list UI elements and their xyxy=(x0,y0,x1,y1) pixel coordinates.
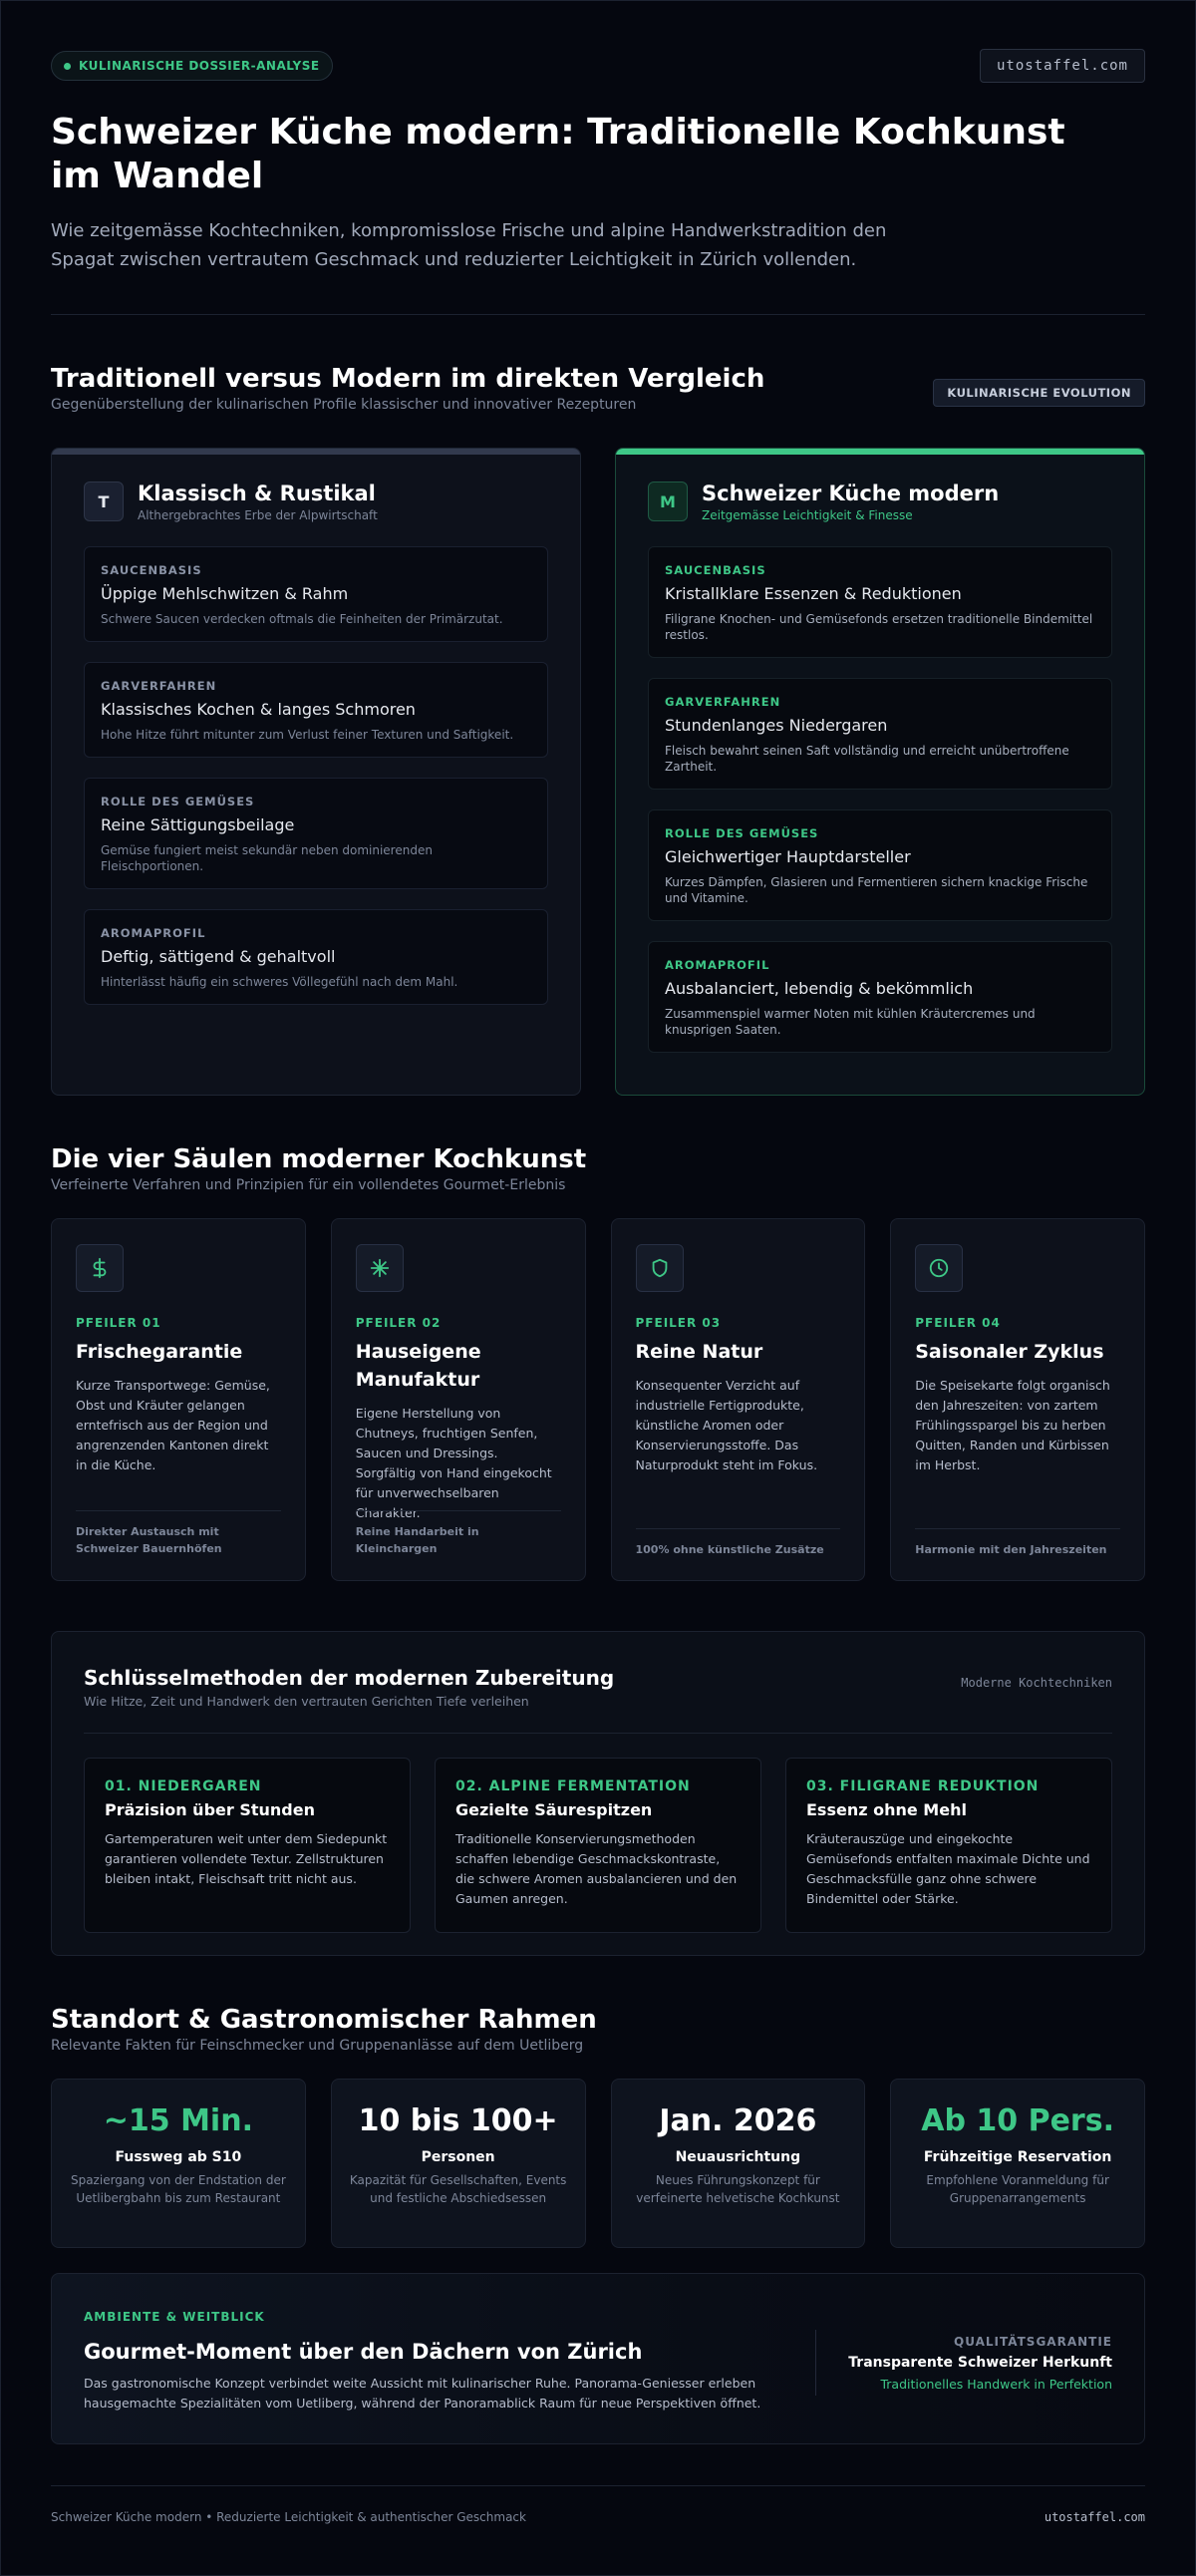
comparison-subtitle: Gegenüberstellung der kulinarischen Profile klassischer und innovativer Rezepturen xyxy=(51,397,637,413)
pillar-footer: Reine Handarbeit in Kleinchargen xyxy=(356,1510,561,1557)
ambience-banner xyxy=(51,2273,1145,2444)
method-text: Gartemperaturen weit unter dem Siedepunkt garantieren vollendete Textur. Zellstrukturen bleiben intakt, Fleischsaft tritt nicht aus. xyxy=(105,1831,388,1886)
pillar-number: PFEILER 03 xyxy=(635,1316,722,1330)
quality-title: Transparente Schweizer Herkunft xyxy=(848,2354,1112,2371)
pillar-title: Frischegarantie xyxy=(76,1341,243,1363)
comparison-title: Traditionell versus Modern im direkten Vergleich xyxy=(51,364,765,394)
pillar-text: Eigene Herstellung von Chutneys, fruchtigen Senfen, Saucen und Dressings. Sorgfältig von Hand eingekocht für unverwechselbaren Charakter. xyxy=(355,1406,552,1520)
classic-item xyxy=(84,778,548,889)
method-card xyxy=(435,1758,761,1933)
modern-subtitle: Zeitgemässe Leichtigkeit & Finesse xyxy=(702,508,913,522)
fact-value: ~15 Min. xyxy=(103,2103,253,2138)
modern-item xyxy=(648,809,1112,921)
pillar-title: Saisonaler Zyklus xyxy=(915,1341,1104,1363)
modern-item xyxy=(648,678,1112,790)
fact-card xyxy=(890,2079,1145,2248)
item-title: Ausbalanciert, lebendig & bekömmlich xyxy=(665,979,974,998)
facts-subtitle: Relevante Fakten für Feinschmecker und Gruppenanlässe auf dem Uetliberg xyxy=(51,2038,584,2054)
method-card xyxy=(84,1758,411,1933)
modern-badge: M xyxy=(648,482,688,521)
classic-item xyxy=(84,662,548,758)
item-desc: Zusammenspiel warmer Noten mit kühlen Kräutercremes und knusprigen Saaten. xyxy=(665,1007,1036,1037)
pillar-text: Die Speisekarte folgt organisch den Jahreszeiten: von zartem Frühlingsspargel bis zu herben Quitten, Randen und Kürbissen im Herbst. xyxy=(915,1378,1110,1472)
modern-title: Schweizer Küche modern xyxy=(702,482,1000,505)
item-desc: Fleisch bewahrt seinen Saft vollständig und erreicht unübertroffene Zartheit. xyxy=(665,744,1069,774)
modern-card xyxy=(615,448,1145,1096)
item-label: SAUCENBASIS xyxy=(101,563,202,577)
item-desc: Hinterlässt häufig ein schweres Völlegefühl nach dem Mahl. xyxy=(101,975,458,989)
dossier-pill xyxy=(51,51,333,81)
fact-value: Ab 10 Pers. xyxy=(921,2103,1114,2138)
footer xyxy=(51,2485,1145,2524)
evolution-tag: KULINARISCHE EVOLUTION xyxy=(933,379,1145,407)
item-label: ROLLE DES GEMÜSES xyxy=(101,795,255,808)
fact-desc: Empfohlene Voranmeldung für Gruppenarrangements xyxy=(926,2173,1109,2205)
pillar-title: Hauseigene Manufaktur xyxy=(355,1341,481,1391)
footer-domain-link[interactable]: utostaffel.com xyxy=(1044,2510,1145,2524)
item-label: AROMAPROFIL xyxy=(665,958,770,972)
fact-label: Fussweg ab S10 xyxy=(115,2149,242,2165)
pillar-card xyxy=(890,1218,1145,1581)
fact-value: 10 bis 100+ xyxy=(358,2103,558,2138)
pillar-card xyxy=(611,1218,866,1581)
dollar-icon xyxy=(76,1244,124,1292)
fact-card xyxy=(51,2079,306,2248)
pillar-footer: Harmonie mit den Jahreszeiten xyxy=(915,1528,1120,1558)
domain-link[interactable]: utostaffel.com xyxy=(980,49,1145,83)
item-title: Stundenlanges Niedergaren xyxy=(665,716,888,735)
item-desc: Schwere Saucen verdecken oftmals die Feinheiten der Primärzutat. xyxy=(101,612,503,626)
item-title: Deftig, sättigend & gehaltvoll xyxy=(101,947,336,966)
quality-label: QUALITÄTSGARANTIE xyxy=(954,2334,1112,2349)
clock-icon xyxy=(915,1244,963,1292)
method-title: Präzision über Stunden xyxy=(105,1800,315,1819)
fact-value: Jan. 2026 xyxy=(659,2103,817,2138)
modern-item xyxy=(648,546,1112,658)
page-title: Schweizer Küche modern: Traditionelle Kochkunst im Wandel xyxy=(51,112,1065,196)
methods-title: Schlüsselmethoden der modernen Zubereitung xyxy=(84,1666,615,1690)
item-desc: Gemüse fungiert meist sekundär neben dominierenden Fleischportionen. xyxy=(101,843,433,873)
fact-label: Frühzeitige Reservation xyxy=(923,2149,1112,2165)
methods-tag: Moderne Kochtechniken xyxy=(961,1676,1112,1690)
method-title: Essenz ohne Mehl xyxy=(806,1800,967,1819)
divider xyxy=(84,1733,1112,1734)
status-dot-icon xyxy=(64,63,71,70)
item-desc: Kurzes Dämpfen, Glasieren und Fermentieren sichern knackige Frische und Vitamine. xyxy=(665,875,1088,905)
divider xyxy=(51,314,1145,315)
item-desc: Filigrane Knochen- und Gemüsefonds ersetzen traditionelle Bindemittel restlos. xyxy=(665,612,1093,642)
pillar-title: Reine Natur xyxy=(635,1341,763,1363)
pillar-card xyxy=(331,1218,586,1581)
method-number: 02. ALPINE FERMENTATION xyxy=(455,1778,691,1794)
facts-title: Standort & Gastronomischer Rahmen xyxy=(51,2005,597,2035)
method-number: 01. NIEDERGAREN xyxy=(105,1778,262,1794)
item-title: Gleichwertiger Hauptdarsteller xyxy=(665,847,911,866)
method-text: Kräuterauszüge und eingekochte Gemüsefonds entfalten maximale Dichte und Geschmacksfülle ganz ohne schwere Bindemittel oder Stärke. xyxy=(806,1831,1090,1906)
classic-badge: T xyxy=(84,482,124,521)
item-label: ROLLE DES GEMÜSES xyxy=(665,826,819,840)
method-text: Traditionelle Konservierungsmethoden schaffen lebendige Geschmackskontraste, die schwere Aromen ausbalancieren und den Gaumen anregen. xyxy=(455,1831,738,1906)
ambience-tag: AMBIENTE & WEITBLICK xyxy=(84,2310,265,2324)
classic-card xyxy=(51,448,581,1096)
modern-item xyxy=(648,941,1112,1053)
facts-section xyxy=(51,2004,1145,2248)
sparkle-icon xyxy=(356,1244,404,1292)
fact-card xyxy=(331,2079,586,2248)
pillar-text: Kurze Transportwege: Gemüse, Obst und Kräuter gelangen erntefrisch aus der Region und angrenzenden Kantonen direkt in die Küche. xyxy=(76,1378,270,1472)
fact-label: Personen xyxy=(421,2149,495,2165)
ambience-text: Das gastronomische Konzept verbindet weite Aussicht mit kulinarischer Ruhe. Panorama-Geniesser erleben hausgemachte Spezialitäten vom Uetliberg, während der Panoramablick Raum für neue Perspektiven öffnet. xyxy=(84,2376,761,2411)
dossier-pill-label: KULINARISCHE DOSSIER-ANALYSE xyxy=(79,59,320,73)
fact-label: Neuausrichtung xyxy=(675,2149,801,2165)
methods-section xyxy=(51,1631,1145,1956)
shield-icon xyxy=(636,1244,684,1292)
pillar-footer: 100% ohne künstliche Zusätze xyxy=(636,1528,841,1558)
top-bar xyxy=(51,51,1145,81)
fact-desc: Spaziergang von der Endstation der Uetlibergbahn bis zum Restaurant xyxy=(70,2173,286,2205)
item-label: SAUCENBASIS xyxy=(665,563,766,577)
quality-subtitle: Traditionelles Handwerk in Perfektion xyxy=(880,2376,1112,2392)
pillar-number: PFEILER 04 xyxy=(915,1316,1001,1330)
item-title: Üppige Mehlschwitzen & Rahm xyxy=(101,584,349,603)
fact-card xyxy=(611,2079,866,2248)
item-label: AROMAPROFIL xyxy=(101,926,206,940)
classic-item xyxy=(84,546,548,642)
method-title: Gezielte Säurespitzen xyxy=(455,1800,653,1819)
classic-title: Klassisch & Rustikal xyxy=(138,482,376,505)
classic-item xyxy=(84,909,548,1005)
item-desc: Hohe Hitze führt mitunter zum Verlust feiner Texturen und Saftigkeit. xyxy=(101,728,514,742)
pillars-subtitle: Verfeinerte Verfahren und Prinzipien für ein vollendetes Gourmet-Erlebnis xyxy=(51,1177,566,1193)
pillar-text: Konsequenter Verzicht auf industrielle Fertigprodukte, künstliche Aromen oder Konservierungsstoffe. Das Naturprodukt steht im Fokus. xyxy=(635,1378,818,1472)
item-label: GARVERFAHREN xyxy=(665,695,781,709)
method-card xyxy=(785,1758,1112,1933)
pillar-card xyxy=(51,1218,306,1581)
page-lead: Wie zeitgemässe Kochtechniken, kompromisslose Frische und alpine Handwerkstradition den Spagat zwischen vertrautem Geschmack und reduzierter Leichtigkeit in Zürich vollenden. xyxy=(51,220,887,270)
pillar-number: PFEILER 01 xyxy=(76,1316,161,1330)
fact-desc: Neues Führungskonzept für verfeinerte helvetische Kochkunst xyxy=(636,2173,840,2205)
pillar-footer: Direkter Austausch mit Schweizer Bauernhöfen xyxy=(76,1510,281,1557)
pillars-title: Die vier Säulen moderner Kochkunst xyxy=(51,1144,587,1174)
methods-subtitle: Wie Hitze, Zeit und Handwerk den vertrauten Gerichten Tiefe verleihen xyxy=(84,1694,529,1709)
item-title: Kristallklare Essenzen & Reduktionen xyxy=(665,584,962,603)
ambience-title: Gourmet-Moment über den Dächern von Zürich xyxy=(84,2340,643,2364)
method-number: 03. FILIGRANE REDUKTION xyxy=(806,1778,1040,1794)
footer-text: Schweizer Küche modern • Reduzierte Leichtigkeit & authentischer Geschmack xyxy=(51,2510,526,2524)
pillars-section xyxy=(51,1143,1145,1581)
item-title: Klassisches Kochen & langes Schmoren xyxy=(101,700,416,719)
item-title: Reine Sättigungsbeilage xyxy=(101,815,295,834)
item-label: GARVERFAHREN xyxy=(101,679,217,693)
pillar-number: PFEILER 02 xyxy=(355,1316,442,1330)
classic-subtitle: Althergebrachtes Erbe der Alpwirtschaft xyxy=(138,508,378,522)
fact-desc: Kapazität für Gesellschaften, Events und festliche Abschiedsessen xyxy=(349,2173,567,2205)
comparison-section xyxy=(51,363,1145,1096)
quality-guarantee xyxy=(815,2330,1112,2396)
